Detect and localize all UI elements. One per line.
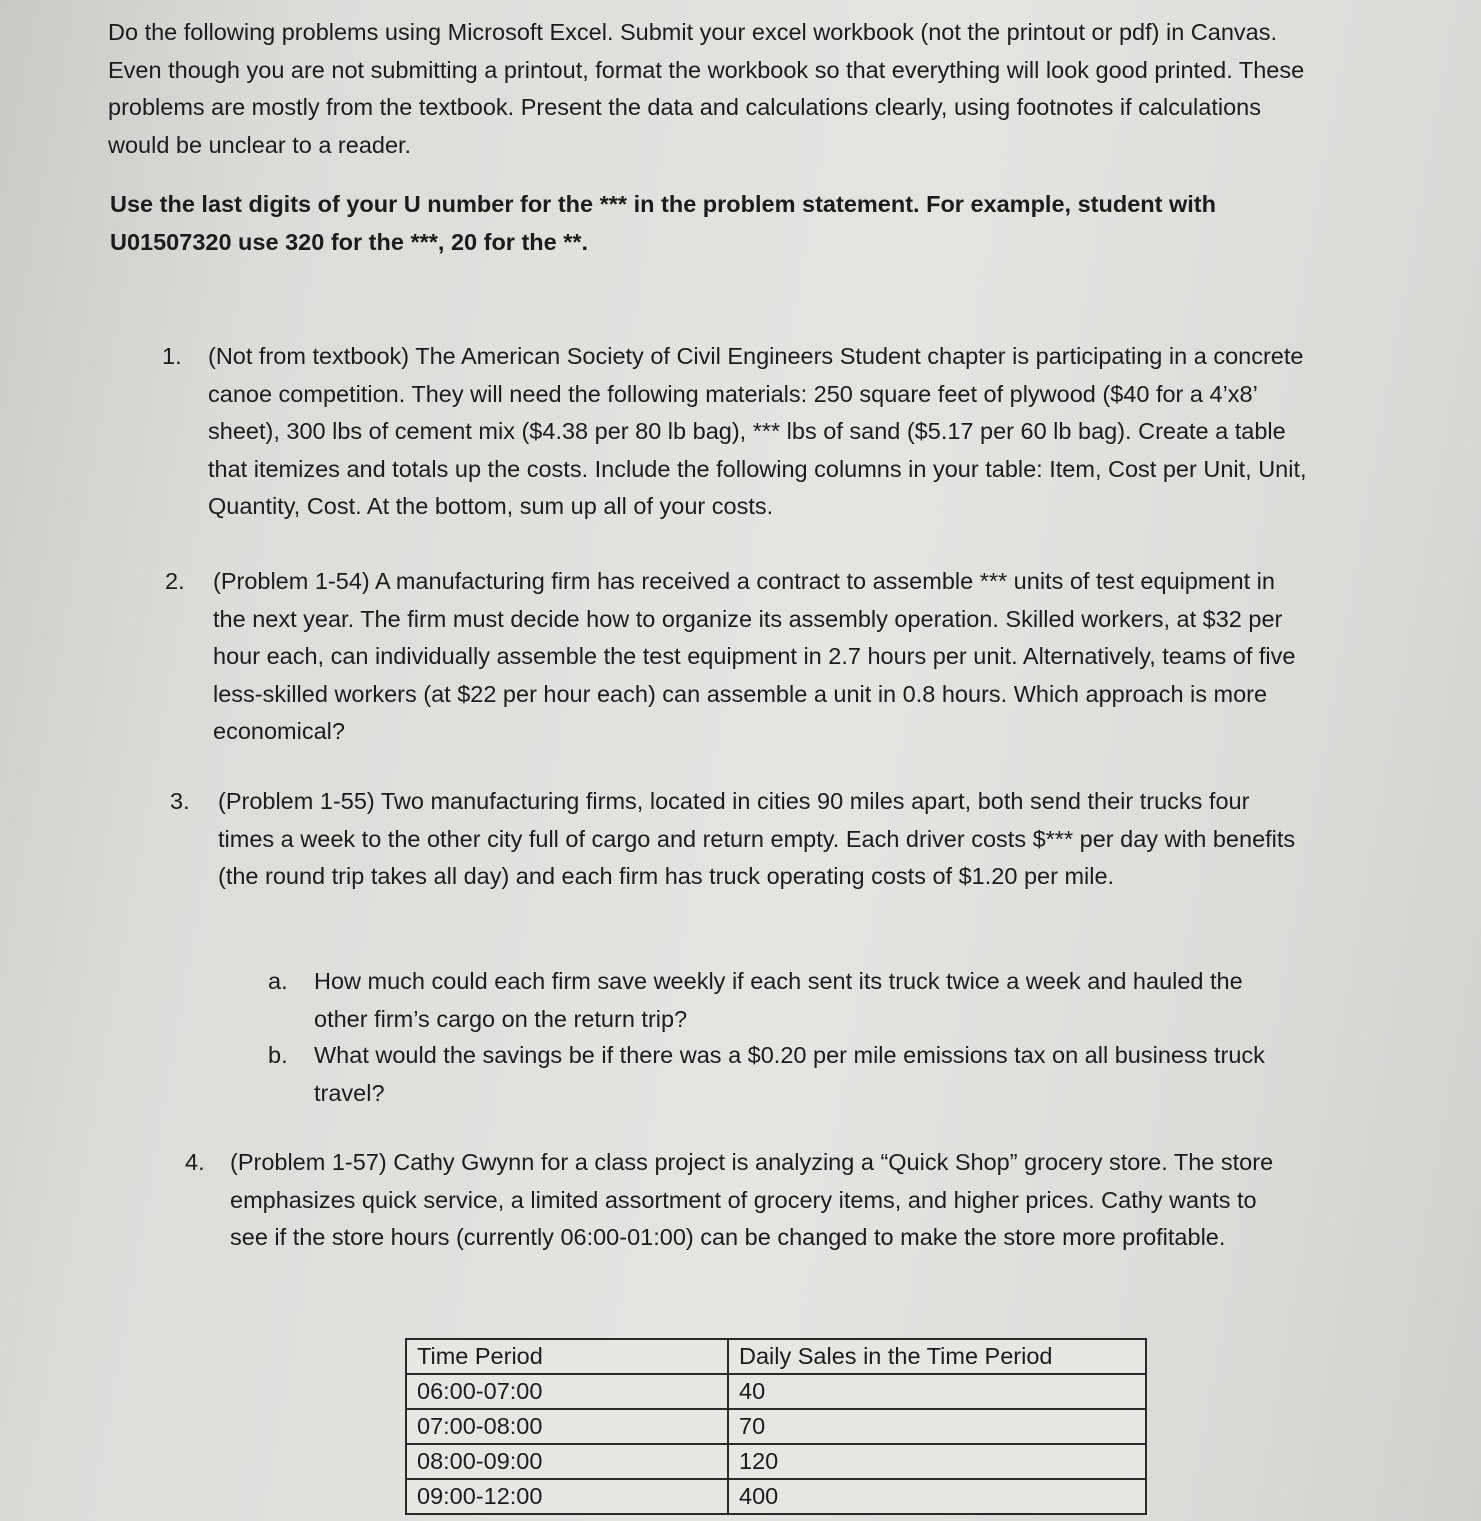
table-row xyxy=(406,1479,1146,1514)
problem-text: (Problem 1-55) Two manufacturing firms, located in cities 90 miles apart, both send their trucks four times a week to the other city full of cargo and return empty. Each driver costs $*** per day with benefits (the round trip takes all day) and each firm has truck operating costs of $1.20 per mile. xyxy=(218,788,1296,889)
table-row xyxy=(406,1409,1146,1444)
table-header-row xyxy=(406,1339,1146,1374)
table-row xyxy=(406,1444,1146,1479)
time-period-cell: 06:00-07:00 xyxy=(406,1374,728,1409)
problem-text: (Not from textbook) The American Society of Civil Engineers Student chapter is participating in a concrete canoe competition. They will need the following materials: 250 square feet of plywood ($40 for a 4’x8’ sheet), 300 lbs of cement mix ($4.38 per 80 lb bag), *** lbs of sand ($5.17 per 60 lb bag). Create a table that itemizes and totals up the costs. Include the following columns in your table: Item, Cost per Unit, Unit, Quantity, Cost. At the bottom, sum up all of your costs. xyxy=(208,343,1307,519)
subpart-label: b. xyxy=(268,1042,288,1068)
problem-number: 3. xyxy=(170,788,190,814)
subpart-text: What would the savings be if there was a $0.20 per mile emissions tax on all business truck travel? xyxy=(314,1042,1265,1106)
problem-number: 4. xyxy=(185,1149,205,1175)
problem-text: (Problem 1-57) Cathy Gwynn for a class project is analyzing a “Quick Shop” grocery store. The store emphasizes quick service, a limited assortment of grocery items, and higher prices. Cathy wants to see if the store hours (currently 06:00-01:00) can be changed to make the store more profitable. xyxy=(230,1149,1274,1250)
daily-sales-table xyxy=(405,1338,1147,1515)
problem-text: (Problem 1-54) A manufacturing firm has received a contract to assemble *** units of test equipment in the next year. The firm must decide how to organize its assembly operation. Skilled workers, at $32 per hour each, can individually assemble the test equipment in 2.7 hours per unit. Alternatively, teams of five less-skilled workers (at $22 per hour each) can assemble a unit in 0.8 hours. Which approach is more economical? xyxy=(213,568,1296,744)
problem-number: 2. xyxy=(165,568,185,594)
intro-paragraph: Do the following problems using Microsoft Excel. Submit your excel workbook (not the printout or pdf) in Canvas. Even though you are not submitting a printout, format the workbook so that everything will look good printed. These problems are mostly from the textbook. Present the data and calculations clearly, using footnotes if calculations would be unclear to a reader. xyxy=(108,19,1305,158)
u-number-instruction: Use the last digits of your U number for the *** in the problem statement. For example, student with U01507320 use 320 for the ***, 20 for the **. xyxy=(110,191,1216,255)
time-period-cell: 09:00-12:00 xyxy=(406,1479,728,1514)
time-period-cell: 08:00-09:00 xyxy=(406,1444,728,1479)
time-period-cell: 07:00-08:00 xyxy=(406,1409,728,1444)
daily-sales-cell: 400 xyxy=(728,1479,1146,1514)
problem-number: 1. xyxy=(162,343,182,369)
table-row xyxy=(406,1374,1146,1409)
daily-sales-cell: 70 xyxy=(728,1409,1146,1444)
subpart-label: a. xyxy=(268,968,288,994)
subpart-text: How much could each firm save weekly if each sent its truck twice a week and hauled the other firm’s cargo on the return trip? xyxy=(314,968,1243,1032)
column-header-daily-sales: Daily Sales in the Time Period xyxy=(728,1339,1146,1374)
daily-sales-cell: 40 xyxy=(728,1374,1146,1409)
daily-sales-cell: 120 xyxy=(728,1444,1146,1479)
column-header-time-period: Time Period xyxy=(406,1339,728,1374)
